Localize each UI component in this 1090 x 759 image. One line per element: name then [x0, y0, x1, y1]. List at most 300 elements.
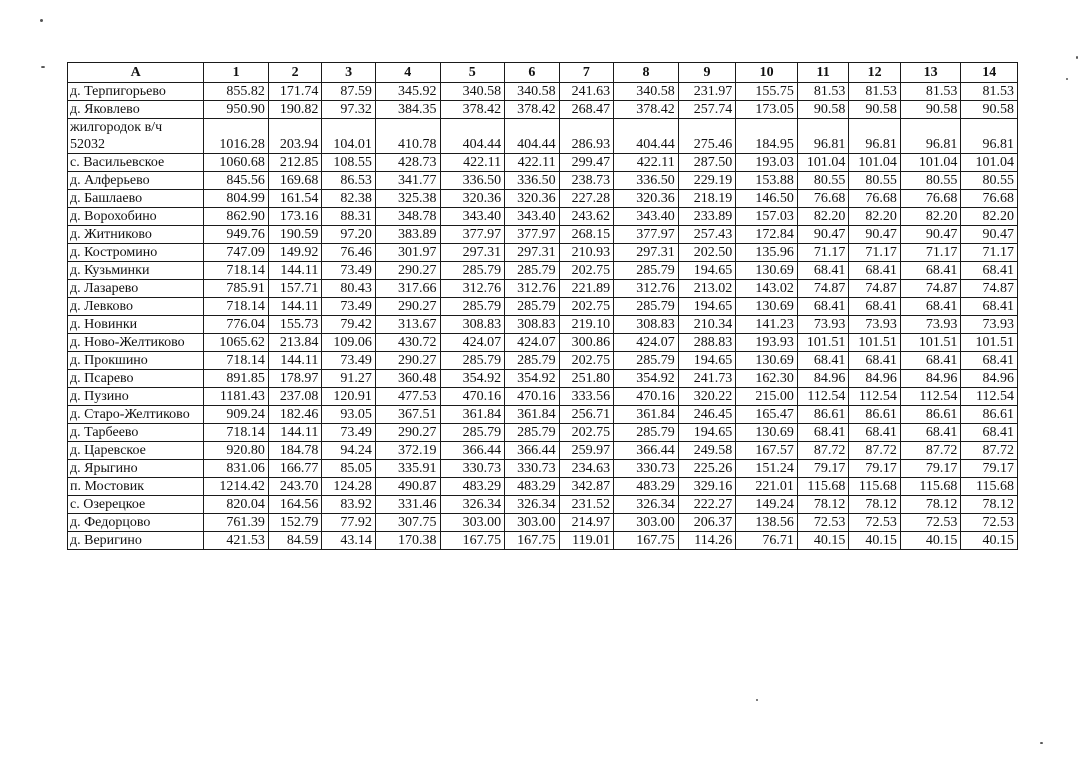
value-cell: 40.15 — [849, 532, 900, 550]
value-cell: 360.48 — [375, 370, 440, 388]
value-cell: 354.92 — [614, 370, 679, 388]
value-cell: 297.31 — [614, 244, 679, 262]
value-cell: 172.84 — [736, 226, 798, 244]
value-cell: 170.38 — [375, 532, 440, 550]
value-cell: 194.65 — [678, 352, 736, 370]
scan-speck — [1066, 78, 1068, 80]
value-cell: 93.05 — [322, 406, 376, 424]
value-cell: 119.01 — [559, 532, 614, 550]
value-cell: 290.27 — [375, 424, 440, 442]
value-cell: 366.44 — [614, 442, 679, 460]
settlement-name: д. Псарево — [68, 370, 204, 388]
value-cell: 68.41 — [900, 298, 961, 316]
value-cell: 112.54 — [797, 388, 848, 406]
value-cell: 74.87 — [900, 280, 961, 298]
value-cell: 299.47 — [559, 154, 614, 172]
value-cell: 285.79 — [440, 262, 505, 280]
value-cell: 182.46 — [268, 406, 322, 424]
table-row — [68, 478, 1018, 496]
column-header: 10 — [736, 63, 798, 83]
value-cell: 320.36 — [505, 190, 560, 208]
value-cell: 87.59 — [322, 83, 376, 101]
value-cell: 109.06 — [322, 334, 376, 352]
value-cell: 80.43 — [322, 280, 376, 298]
value-cell: 785.91 — [204, 280, 269, 298]
value-cell: 384.35 — [375, 101, 440, 119]
value-cell: 138.56 — [736, 514, 798, 532]
value-cell: 320.36 — [614, 190, 679, 208]
scan-speck — [41, 66, 45, 68]
value-cell: 73.93 — [961, 316, 1018, 334]
value-cell: 90.47 — [849, 226, 900, 244]
value-cell: 86.53 — [322, 172, 376, 190]
value-cell: 104.01 — [322, 119, 376, 154]
value-cell: 949.76 — [204, 226, 269, 244]
scan-speck — [1040, 742, 1043, 744]
value-cell: 144.11 — [268, 424, 322, 442]
value-cell: 202.50 — [678, 244, 736, 262]
value-cell: 76.68 — [961, 190, 1018, 208]
value-cell: 88.31 — [322, 208, 376, 226]
value-cell: 82.20 — [900, 208, 961, 226]
settlement-name: д. Костромино — [68, 244, 204, 262]
value-cell: 194.65 — [678, 262, 736, 280]
value-cell: 229.19 — [678, 172, 736, 190]
table-row — [68, 226, 1018, 244]
value-cell: 72.53 — [797, 514, 848, 532]
value-cell: 101.04 — [797, 154, 848, 172]
value-cell: 285.79 — [505, 352, 560, 370]
value-cell: 202.75 — [559, 352, 614, 370]
value-cell: 342.87 — [559, 478, 614, 496]
value-cell: 920.80 — [204, 442, 269, 460]
value-cell: 776.04 — [204, 316, 269, 334]
value-cell: 71.17 — [961, 244, 1018, 262]
value-cell: 221.01 — [736, 478, 798, 496]
value-cell: 166.77 — [268, 460, 322, 478]
value-cell: 285.79 — [440, 424, 505, 442]
value-cell: 231.52 — [559, 496, 614, 514]
value-cell: 97.32 — [322, 101, 376, 119]
value-cell: 297.31 — [505, 244, 560, 262]
value-cell: 153.88 — [736, 172, 798, 190]
value-cell: 87.72 — [797, 442, 848, 460]
value-cell: 367.51 — [375, 406, 440, 424]
settlement-name: д. Федорцово — [68, 514, 204, 532]
value-cell: 73.93 — [900, 316, 961, 334]
value-cell: 404.44 — [505, 119, 560, 154]
value-cell: 96.81 — [797, 119, 848, 154]
value-cell: 203.94 — [268, 119, 322, 154]
value-cell: 320.22 — [678, 388, 736, 406]
value-cell: 285.79 — [614, 424, 679, 442]
value-cell: 76.68 — [849, 190, 900, 208]
value-cell: 184.78 — [268, 442, 322, 460]
table-row — [68, 190, 1018, 208]
value-cell: 144.11 — [268, 262, 322, 280]
settlement-name: д. Царевское — [68, 442, 204, 460]
value-cell: 72.53 — [961, 514, 1018, 532]
value-cell: 85.05 — [322, 460, 376, 478]
column-header: 11 — [797, 63, 848, 83]
value-cell: 331.46 — [375, 496, 440, 514]
value-cell: 470.16 — [505, 388, 560, 406]
value-cell: 891.85 — [204, 370, 269, 388]
value-cell: 241.73 — [678, 370, 736, 388]
settlement-name: д. Левково — [68, 298, 204, 316]
table-row — [68, 370, 1018, 388]
settlement-name: жилгородок в/ч 52032 — [68, 119, 204, 154]
value-cell: 428.73 — [375, 154, 440, 172]
table-row — [68, 83, 1018, 101]
table-row — [68, 208, 1018, 226]
value-cell: 317.66 — [375, 280, 440, 298]
table-row — [68, 388, 1018, 406]
value-cell: 845.56 — [204, 172, 269, 190]
value-cell: 761.39 — [204, 514, 269, 532]
value-cell: 79.17 — [900, 460, 961, 478]
value-cell: 285.79 — [505, 262, 560, 280]
value-cell: 285.79 — [505, 298, 560, 316]
column-header: 5 — [440, 63, 505, 83]
value-cell: 340.58 — [505, 83, 560, 101]
value-cell: 161.54 — [268, 190, 322, 208]
value-cell: 326.34 — [505, 496, 560, 514]
value-cell: 79.17 — [961, 460, 1018, 478]
value-cell: 1181.43 — [204, 388, 269, 406]
value-cell: 101.04 — [900, 154, 961, 172]
value-cell: 90.47 — [900, 226, 961, 244]
table-row — [68, 442, 1018, 460]
value-cell: 152.79 — [268, 514, 322, 532]
value-cell: 249.58 — [678, 442, 736, 460]
value-cell: 378.42 — [505, 101, 560, 119]
value-cell: 135.96 — [736, 244, 798, 262]
value-cell: 1214.42 — [204, 478, 269, 496]
settlement-name: д. Прокшино — [68, 352, 204, 370]
value-cell: 308.83 — [614, 316, 679, 334]
value-cell: 243.62 — [559, 208, 614, 226]
value-cell: 76.68 — [900, 190, 961, 208]
value-cell: 470.16 — [614, 388, 679, 406]
table-row — [68, 352, 1018, 370]
value-cell: 202.75 — [559, 262, 614, 280]
value-cell: 190.82 — [268, 101, 322, 119]
value-cell: 194.65 — [678, 298, 736, 316]
value-cell: 312.76 — [614, 280, 679, 298]
value-cell: 483.29 — [614, 478, 679, 496]
value-cell: 112.54 — [849, 388, 900, 406]
value-cell: 234.63 — [559, 460, 614, 478]
value-cell: 76.71 — [736, 532, 798, 550]
value-cell: 96.81 — [961, 119, 1018, 154]
value-cell: 68.41 — [797, 262, 848, 280]
value-cell: 330.73 — [505, 460, 560, 478]
value-cell: 222.27 — [678, 496, 736, 514]
value-cell: 366.44 — [440, 442, 505, 460]
scan-speck — [40, 19, 43, 22]
value-cell: 329.16 — [678, 478, 736, 496]
value-cell: 361.84 — [614, 406, 679, 424]
value-cell: 115.68 — [849, 478, 900, 496]
column-header: 14 — [961, 63, 1018, 83]
value-cell: 68.41 — [961, 424, 1018, 442]
value-cell: 68.41 — [849, 262, 900, 280]
value-cell: 141.23 — [736, 316, 798, 334]
value-cell: 215.00 — [736, 388, 798, 406]
value-cell: 246.45 — [678, 406, 736, 424]
value-cell: 71.17 — [797, 244, 848, 262]
value-cell: 40.15 — [900, 532, 961, 550]
value-cell: 202.75 — [559, 424, 614, 442]
value-cell: 90.47 — [961, 226, 1018, 244]
table-header-row — [68, 63, 1018, 83]
value-cell: 80.55 — [797, 172, 848, 190]
value-cell: 68.41 — [797, 352, 848, 370]
value-cell: 73.49 — [322, 262, 376, 280]
settlement-name: д. Ярыгино — [68, 460, 204, 478]
value-cell: 43.14 — [322, 532, 376, 550]
value-cell: 354.92 — [505, 370, 560, 388]
value-cell: 114.26 — [678, 532, 736, 550]
value-cell: 112.54 — [961, 388, 1018, 406]
value-cell: 430.72 — [375, 334, 440, 352]
value-cell: 73.49 — [322, 298, 376, 316]
value-cell: 144.11 — [268, 298, 322, 316]
value-cell: 747.09 — [204, 244, 269, 262]
column-header: 3 — [322, 63, 376, 83]
value-cell: 340.58 — [614, 83, 679, 101]
value-cell: 343.40 — [505, 208, 560, 226]
value-cell: 383.89 — [375, 226, 440, 244]
value-cell: 307.75 — [375, 514, 440, 532]
value-cell: 238.73 — [559, 172, 614, 190]
value-cell: 210.93 — [559, 244, 614, 262]
value-cell: 81.53 — [849, 83, 900, 101]
value-cell: 325.38 — [375, 190, 440, 208]
value-cell: 303.00 — [440, 514, 505, 532]
value-cell: 354.92 — [440, 370, 505, 388]
value-cell: 275.46 — [678, 119, 736, 154]
value-cell: 300.86 — [559, 334, 614, 352]
value-cell: 78.12 — [797, 496, 848, 514]
value-cell: 72.53 — [849, 514, 900, 532]
value-cell: 101.04 — [961, 154, 1018, 172]
table-row — [68, 460, 1018, 478]
value-cell: 82.38 — [322, 190, 376, 208]
table-row — [68, 334, 1018, 352]
settlement-name: д. Пузино — [68, 388, 204, 406]
value-cell: 101.51 — [849, 334, 900, 352]
value-cell: 84.96 — [900, 370, 961, 388]
value-cell: 165.47 — [736, 406, 798, 424]
value-cell: 335.91 — [375, 460, 440, 478]
value-cell: 155.73 — [268, 316, 322, 334]
value-cell: 340.58 — [440, 83, 505, 101]
value-cell: 336.50 — [440, 172, 505, 190]
column-header: 2 — [268, 63, 322, 83]
value-cell: 74.87 — [961, 280, 1018, 298]
value-cell: 76.46 — [322, 244, 376, 262]
value-cell: 78.12 — [900, 496, 961, 514]
value-cell: 130.69 — [736, 298, 798, 316]
value-cell: 157.71 — [268, 280, 322, 298]
value-cell: 149.92 — [268, 244, 322, 262]
value-cell: 83.92 — [322, 496, 376, 514]
value-cell: 124.28 — [322, 478, 376, 496]
value-cell: 225.26 — [678, 460, 736, 478]
table-row — [68, 532, 1018, 550]
value-cell: 243.70 — [268, 478, 322, 496]
value-cell: 312.76 — [505, 280, 560, 298]
table-row — [68, 316, 1018, 334]
value-cell: 348.78 — [375, 208, 440, 226]
value-cell: 173.16 — [268, 208, 322, 226]
value-cell: 96.81 — [900, 119, 961, 154]
value-cell: 90.58 — [849, 101, 900, 119]
value-cell: 343.40 — [614, 208, 679, 226]
value-cell: 308.83 — [505, 316, 560, 334]
table-row — [68, 496, 1018, 514]
value-cell: 213.02 — [678, 280, 736, 298]
value-cell: 257.74 — [678, 101, 736, 119]
column-header: 9 — [678, 63, 736, 83]
value-cell: 301.97 — [375, 244, 440, 262]
value-cell: 286.93 — [559, 119, 614, 154]
value-cell: 421.53 — [204, 532, 269, 550]
value-cell: 149.24 — [736, 496, 798, 514]
value-cell: 241.63 — [559, 83, 614, 101]
value-cell: 167.57 — [736, 442, 798, 460]
settlement-name: д. Ворохобино — [68, 208, 204, 226]
settlement-name: д. Новинки — [68, 316, 204, 334]
value-cell: 82.20 — [961, 208, 1018, 226]
value-cell: 285.79 — [440, 352, 505, 370]
value-cell: 73.93 — [797, 316, 848, 334]
value-cell: 227.28 — [559, 190, 614, 208]
value-cell: 84.96 — [849, 370, 900, 388]
value-cell: 101.04 — [849, 154, 900, 172]
settlement-name: д. Башлаево — [68, 190, 204, 208]
value-cell: 68.41 — [797, 424, 848, 442]
settlement-name: с. Озерецкое — [68, 496, 204, 514]
value-cell: 862.90 — [204, 208, 269, 226]
value-cell: 79.17 — [797, 460, 848, 478]
value-cell: 206.37 — [678, 514, 736, 532]
value-cell: 68.41 — [849, 352, 900, 370]
value-cell: 68.41 — [961, 298, 1018, 316]
value-cell: 404.44 — [440, 119, 505, 154]
value-cell: 68.41 — [849, 424, 900, 442]
value-cell: 80.55 — [961, 172, 1018, 190]
value-cell: 470.16 — [440, 388, 505, 406]
value-cell: 84.96 — [797, 370, 848, 388]
value-cell: 73.93 — [849, 316, 900, 334]
table-row — [68, 280, 1018, 298]
value-cell: 120.91 — [322, 388, 376, 406]
value-cell: 184.95 — [736, 119, 798, 154]
value-cell: 72.53 — [900, 514, 961, 532]
value-cell: 78.12 — [849, 496, 900, 514]
value-cell: 221.89 — [559, 280, 614, 298]
table-row — [68, 154, 1018, 172]
value-cell: 115.68 — [797, 478, 848, 496]
value-cell: 74.87 — [849, 280, 900, 298]
value-cell: 210.34 — [678, 316, 736, 334]
value-cell: 308.83 — [440, 316, 505, 334]
value-cell: 68.41 — [961, 262, 1018, 280]
value-cell: 73.49 — [322, 424, 376, 442]
value-cell: 233.89 — [678, 208, 736, 226]
value-cell: 303.00 — [614, 514, 679, 532]
value-cell: 214.97 — [559, 514, 614, 532]
value-cell: 404.44 — [614, 119, 679, 154]
value-cell: 86.61 — [797, 406, 848, 424]
value-cell: 257.43 — [678, 226, 736, 244]
table-row — [68, 406, 1018, 424]
value-cell: 378.42 — [614, 101, 679, 119]
column-header: 6 — [505, 63, 560, 83]
value-cell: 169.68 — [268, 172, 322, 190]
value-cell: 146.50 — [736, 190, 798, 208]
value-cell: 74.87 — [797, 280, 848, 298]
value-cell: 81.53 — [900, 83, 961, 101]
value-cell: 483.29 — [440, 478, 505, 496]
value-cell: 336.50 — [505, 172, 560, 190]
value-cell: 831.06 — [204, 460, 269, 478]
value-cell: 237.08 — [268, 388, 322, 406]
scan-speck — [756, 699, 758, 701]
value-cell: 130.69 — [736, 352, 798, 370]
value-cell: 87.72 — [961, 442, 1018, 460]
value-cell: 167.75 — [505, 532, 560, 550]
value-cell: 155.75 — [736, 83, 798, 101]
value-cell: 84.59 — [268, 532, 322, 550]
value-cell: 84.96 — [961, 370, 1018, 388]
column-header: 4 — [375, 63, 440, 83]
value-cell: 410.78 — [375, 119, 440, 154]
value-cell: 320.36 — [440, 190, 505, 208]
value-cell: 377.97 — [614, 226, 679, 244]
value-cell: 101.51 — [961, 334, 1018, 352]
table-row — [68, 101, 1018, 119]
value-cell: 80.55 — [900, 172, 961, 190]
value-cell: 268.47 — [559, 101, 614, 119]
value-cell: 718.14 — [204, 424, 269, 442]
value-cell: 303.00 — [505, 514, 560, 532]
value-cell: 285.79 — [614, 262, 679, 280]
value-cell: 80.55 — [849, 172, 900, 190]
value-cell: 361.84 — [440, 406, 505, 424]
value-cell: 290.27 — [375, 262, 440, 280]
value-cell: 218.19 — [678, 190, 736, 208]
column-header: 8 — [614, 63, 679, 83]
value-cell: 285.79 — [440, 298, 505, 316]
value-cell: 90.47 — [797, 226, 848, 244]
value-cell: 326.34 — [440, 496, 505, 514]
value-cell: 330.73 — [440, 460, 505, 478]
value-cell: 477.53 — [375, 388, 440, 406]
value-cell: 855.82 — [204, 83, 269, 101]
value-cell: 343.40 — [440, 208, 505, 226]
settlement-name: д. Терпигорьево — [68, 83, 204, 101]
value-cell: 326.34 — [614, 496, 679, 514]
value-cell: 490.87 — [375, 478, 440, 496]
value-cell: 330.73 — [614, 460, 679, 478]
value-cell: 108.55 — [322, 154, 376, 172]
value-cell: 76.68 — [797, 190, 848, 208]
value-cell: 167.75 — [614, 532, 679, 550]
